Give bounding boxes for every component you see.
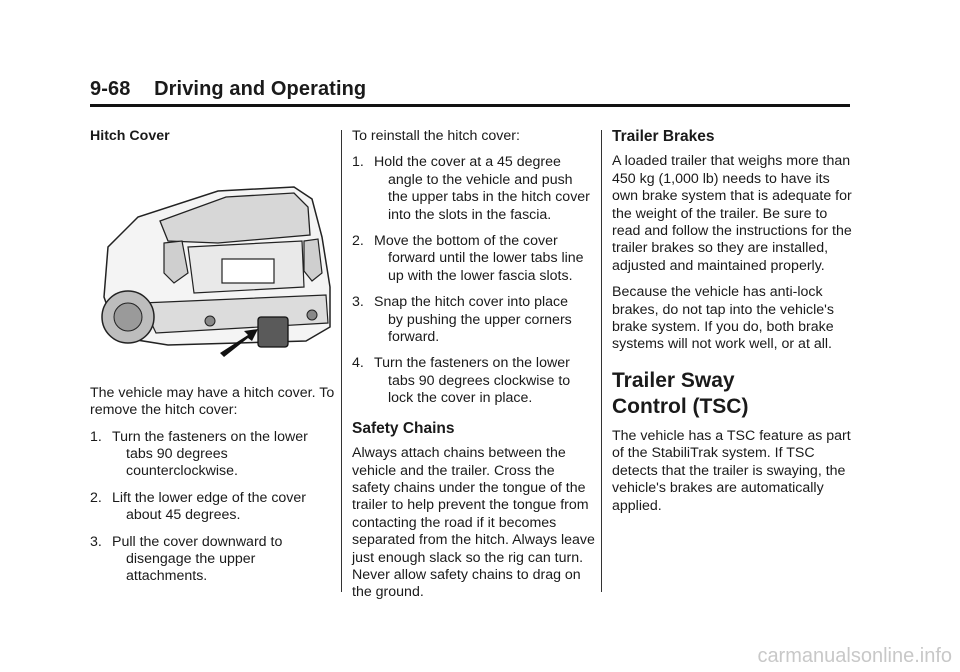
section-title: Driving and Operating <box>154 78 367 100</box>
reinstall-step-2: 2. Move the bottom of the cover forward until the lower tabs line up with the lower fascia slots. <box>352 233 584 284</box>
reinstall-step-3: 3. Snap the hitch cover into place by pushing the upper corners forward. <box>352 294 572 346</box>
trailer-brakes-para-1: A loaded trailer that weighs more than 450 kg (1,000 lb) needs to have its own brake system that is adequate for the weight of the trailer. Be sure to read and follow the instructions for the trailer brakes so they are installed, adjusted and maintained properly. <box>612 153 852 274</box>
removal-step-3: 3. Pull the cover downward to disengage the upper attachments. <box>90 533 283 585</box>
trailer-brakes-heading: Trailer Brakes <box>612 128 715 145</box>
reinstall-step-4: 4. Turn the fasteners on the lower tabs 90 degrees clockwise to lock the cover in place. <box>352 355 571 407</box>
column-divider-2 <box>601 130 602 592</box>
safety-chains-heading: Safety Chains <box>352 419 455 437</box>
column-divider-1 <box>341 130 342 592</box>
removal-step-2: 2. Lift the lower edge of the cover about 45 degrees. <box>90 489 307 524</box>
header-rule <box>90 104 850 107</box>
hitch-cover-heading: Hitch Cover <box>90 128 170 144</box>
column-2 <box>352 128 596 611</box>
removal-step-1: 1. Turn the fasteners on the lower tabs 90 degrees counterclockwise. <box>90 428 308 480</box>
trailer-brakes-para-2: Because the vehicle has anti-lock brakes, do not tap into the vehicle's brake system. If you do, both brake systems will not work well, or at all. <box>612 284 834 353</box>
safety-chains-text: Always attach chains between the vehicle and the trailer. Cross the safety chains under the tongue of the trailer to help prevent the tongue from contacting the road if it becomes separated from the hitch. Always leave just enough slack so the rig can turn. Never allow safety chains to drag on the ground. <box>352 445 595 601</box>
column-1 <box>90 128 335 595</box>
reinstall-step-1: 1. Hold the cover at a 45 degree angle to the vehicle and push the upper tabs in the hitch cover into the slots in the fascia. <box>352 154 590 223</box>
page-number: 9-68 <box>90 78 131 100</box>
reinstall-intro: To reinstall the hitch cover: <box>352 128 520 144</box>
hitch-cover-illustration <box>98 177 338 363</box>
tsc-text: The vehicle has a TSC feature as part of the StabiliTrak system. If TSC detects that the trailer is swaying, the vehicle's brakes are automatically applied. <box>612 427 851 514</box>
column-3 <box>612 128 852 524</box>
watermark: carmanualsonline.info <box>757 645 952 667</box>
tsc-heading: Trailer Sway Control (TSC) <box>612 368 749 418</box>
removal-intro: The vehicle may have a hitch cover. To remove the hitch cover: <box>90 384 335 419</box>
page-header <box>90 78 850 101</box>
